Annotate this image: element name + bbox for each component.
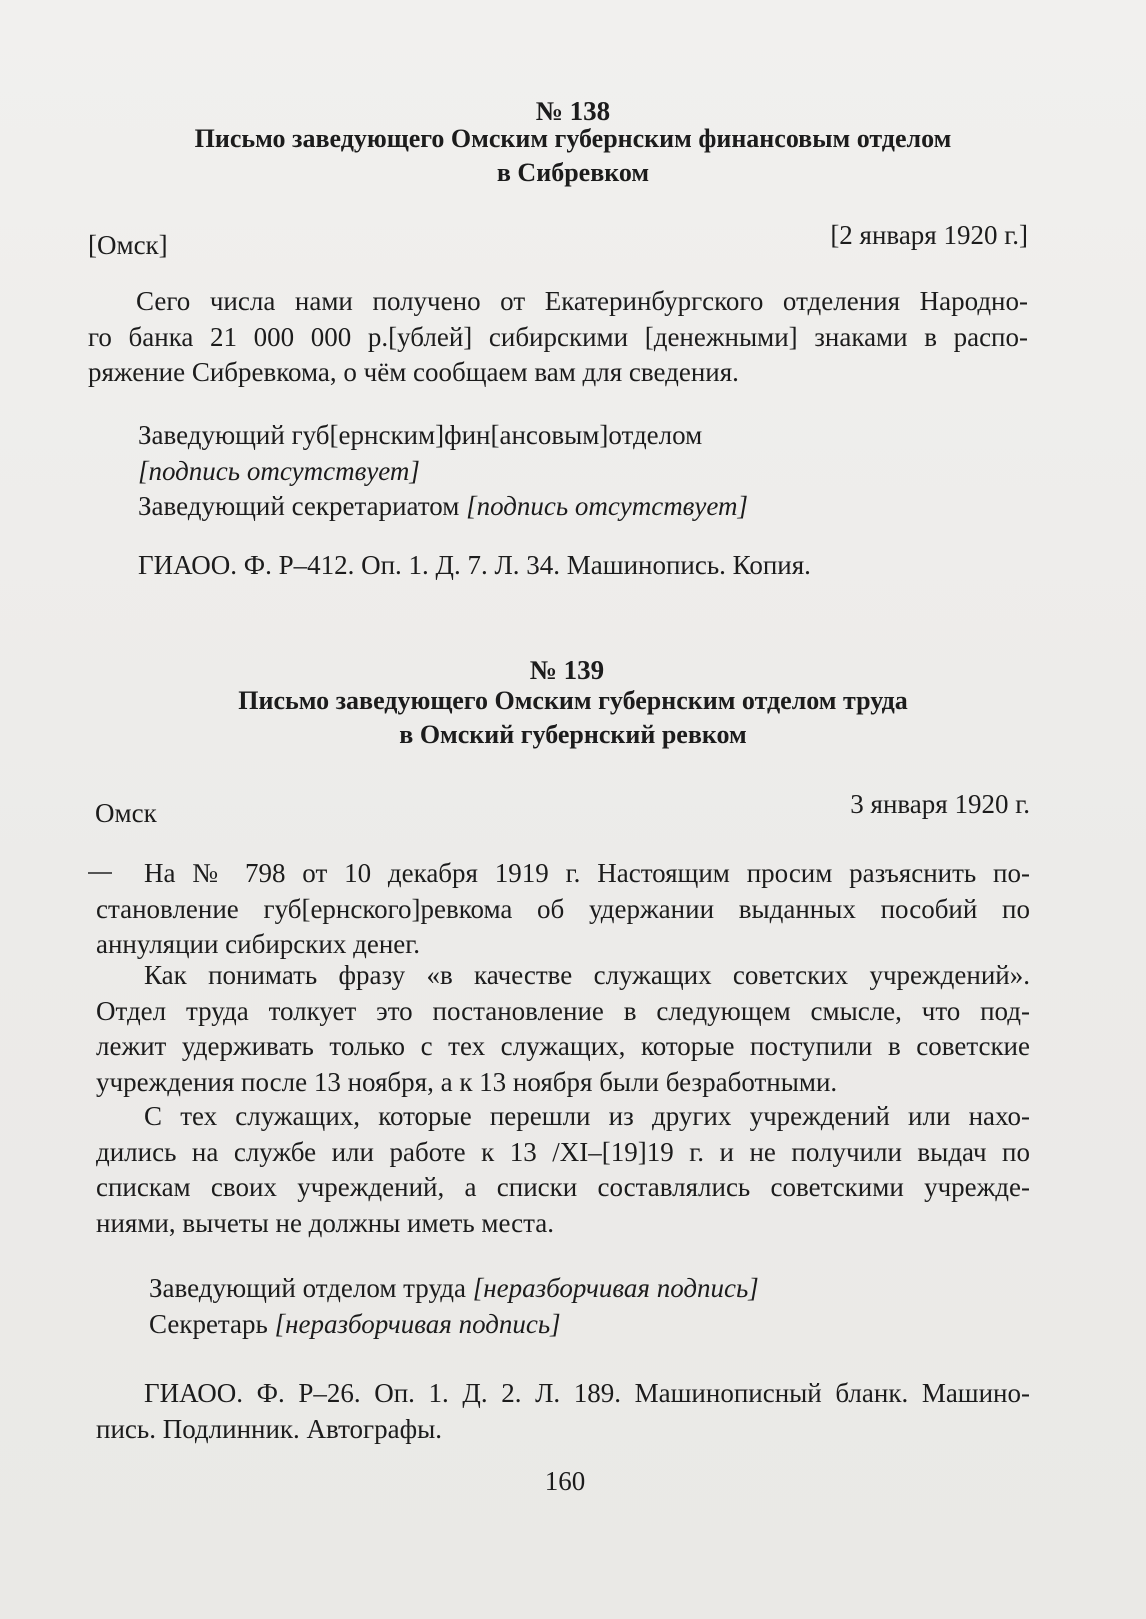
doc139-title [100,684,1046,752]
doc138-place: [Омск] [88,230,168,260]
doc139-head-signature [149,1271,759,1306]
doc138-title [100,122,1046,190]
doc138-body-line: Сего числа нами получено от Екатеринбургского отделения Народно- [136,286,1028,316]
doc139-secretary-signature [149,1307,561,1342]
doc139-archive-line: пись. Подлинник. Автографы. [96,1413,443,1444]
doc139-body-line: дились на службе или работе к 13 /XI–[19]19 г. и не получили выдач по [96,1136,1030,1167]
doc139-place: Омск [95,798,157,828]
doc139-body-line: Отдел труда толкует это постановление в следующем смысле, что под- [96,995,1030,1026]
doc138-signature-title: Заведующий губ[ернским]фин[ансовым]отделом [138,420,703,450]
doc139-archive-reference [96,1376,1030,1447]
doc139-number: № 139 [529,655,605,685]
doc139-secretary-label: Секретарь [149,1309,275,1339]
doc139-paragraph-1 [96,856,1030,963]
doc138-secretariat-signature [138,489,748,524]
doc139-head-note: [неразборчивая подпись] [472,1273,759,1303]
doc139-paragraph-3 [96,1099,1030,1241]
page-number: 160 [544,1466,586,1496]
doc139-paragraph-2 [96,958,1030,1100]
doc138-body-line: го банка 21 000 000 р.[ублей] сибирскими [денежными] знаками в распо- [88,321,1028,352]
doc139-body-line: ниями, вычеты не должны иметь места. [96,1207,554,1238]
doc139-secretary-note: [неразборчивая подпись] [274,1309,561,1339]
doc139-title-line2: в Омский губернский ревком [399,720,747,749]
doc139-body-line: спискам своих учреждений, а списки составлялись советскими учрежде- [96,1172,1030,1203]
doc138-body-line: ряжение Сибревкома, о чём сообщаем вам для сведения. [88,357,739,388]
doc138-signature-note [138,454,420,489]
doc138-number: № 138 [535,96,611,126]
doc139-title-line1: Письмо заведующего Омским губернским отделом труда [238,686,908,715]
doc138-date: [2 января 1920 г.] [830,220,1028,250]
doc139-body-line: аннуляции сибирских денег. [96,929,421,960]
doc138-title-line1: Письмо заведующего Омским губернским финансовым отделом [194,124,952,153]
doc138-archive-reference: ГИАОО. Ф. Р–412. Оп. 1. Д. 7. Л. 34. Машинопись. Копия. [138,550,811,580]
doc139-date: 3 января 1920 г. [850,789,1030,819]
doc139-body-line: лежит удерживать только с тех служащих, которые поступили в советские [96,1031,1030,1062]
doc138-body [88,284,1028,391]
doc139-body-line: На № 798 от 10 декабря 1919 г. Настоящим просим разъяснить по- [144,858,1030,888]
doc139-body-line: Как понимать фразу «в качестве служащих советских учреждений». [144,960,1030,990]
doc138-secretariat-label: Заведующий секретариатом [138,491,467,521]
doc139-body-line: учреждения после 13 ноября, а к 13 ноября были безработными. [96,1066,838,1097]
doc139-body-line: С тех служащих, которые перешли из других учреждений или нахо- [144,1101,1030,1131]
doc139-body-line: становление губ[ернского]ревкома об удержании выданных пособий по [96,893,1030,924]
doc138-title-line2: в Сибревком [496,158,650,187]
doc139-head-label: Заведующий отделом труда [149,1273,473,1303]
doc138-signature-note-text: [подпись отсутствует] [138,456,420,486]
doc138-secretariat-note: [подпись отсутствует] [466,491,749,521]
doc139-archive-line: ГИАОО. Ф. Р–26. Оп. 1. Д. 2. Л. 189. Машинописный бланк. Машино- [144,1378,1030,1408]
